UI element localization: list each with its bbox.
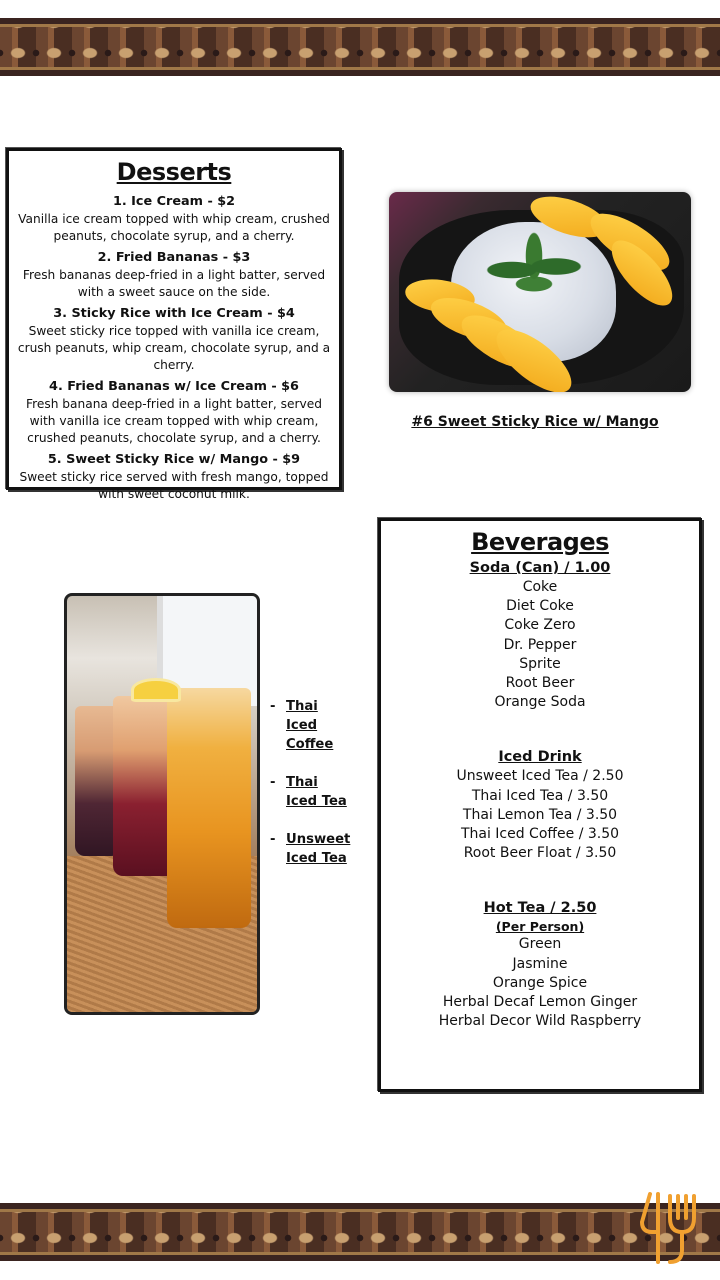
beverage-item: Orange Spice <box>492 974 588 991</box>
drink-label <box>270 830 360 868</box>
beverage-item: Coke Zero <box>504 617 576 634</box>
dessert-name: 3. Sticky Rice with Ice Cream - $4 <box>53 306 295 321</box>
beverage-item: Jasmine <box>512 955 568 972</box>
beverage-item: Thai Iced Coffee / 3.50 <box>460 826 620 843</box>
dessert-item <box>13 249 335 301</box>
dash: - <box>270 832 276 847</box>
beverage-item: Diet Coke <box>506 598 574 615</box>
beverage-item: Root Beer <box>505 675 575 692</box>
spacer <box>387 712 693 748</box>
drinks-photo-labels <box>270 697 360 887</box>
unsweet-iced-tea-glass-image <box>167 688 251 928</box>
beverage-item: Sprite <box>519 655 561 672</box>
mango-sticky-rice-photo <box>389 192 691 392</box>
beverage-item: Thai Iced Tea / 3.50 <box>471 787 609 804</box>
beverage-item: Orange Soda <box>494 694 586 711</box>
dessert-description: Fresh banana deep-fried in a light batter, served with vanilla ice cream topped with whip cream, crushed peanuts, chocolate syrup, and a cherry. <box>26 397 322 445</box>
mango-photo-caption: #6 Sweet Sticky Rice w/ Mango <box>411 414 659 430</box>
hot-tea-section-title: Hot Tea / 2.50 <box>483 900 597 917</box>
mint-garnish-image <box>479 228 589 298</box>
beverages-menu-box <box>378 518 702 1092</box>
dessert-name: 2. Fried Bananas - $3 <box>97 250 251 265</box>
beverage-item: Herbal Decaf Lemon Ginger <box>442 994 638 1011</box>
beverage-item: Root Beer Float / 3.50 <box>463 845 617 862</box>
dessert-name: 4. Fried Bananas w/ Ice Cream - $6 <box>49 379 299 394</box>
iced-drinks-photo <box>64 593 260 1015</box>
dessert-item <box>13 451 335 503</box>
lemon-slice-image <box>131 678 181 702</box>
iced-drink-section-title: Iced Drink <box>498 749 582 766</box>
decorative-top-border <box>0 18 720 76</box>
desserts-title: Desserts <box>116 158 232 186</box>
beverage-item: Green <box>518 936 562 953</box>
drink-label-text: Thai Iced Coffee <box>286 699 334 752</box>
fork-logo-icon <box>636 1188 704 1268</box>
drink-label <box>270 697 360 754</box>
beverage-item: Coke <box>522 579 558 595</box>
beverages-title: Beverages <box>471 528 609 556</box>
spacer <box>387 863 693 899</box>
dessert-description: Sweet sticky rice served with fresh mango, topped with sweet coconut milk. <box>19 470 329 501</box>
dessert-description: Vanilla ice cream topped with whip cream, crushed peanuts, chocolate syrup, and a cherry. <box>18 212 330 243</box>
dash: - <box>270 699 276 714</box>
decorative-bottom-border <box>0 1203 720 1261</box>
drink-label <box>270 773 360 811</box>
drink-label-text: Thai Iced Tea <box>286 775 347 809</box>
soda-section-title: Soda (Can) / 1.00 <box>469 560 611 576</box>
beverage-item: Herbal Decor Wild Raspberry <box>438 1013 642 1030</box>
dessert-item <box>13 305 335 374</box>
beverage-item: Thai Lemon Tea / 3.50 <box>462 806 618 823</box>
beverage-item: Dr. Pepper <box>503 636 577 653</box>
drink-label-text: Unsweet Iced Tea <box>286 832 351 866</box>
dash: - <box>270 775 276 790</box>
dessert-description: Sweet sticky rice topped with vanilla ice cream, crush peanuts, whip cream, chocolate syrup, and a cherry. <box>17 324 331 372</box>
dessert-item <box>13 193 335 245</box>
hot-tea-subtitle: (Per Person) <box>495 919 585 935</box>
beverage-item: Unsweet Iced Tea / 2.50 <box>456 768 624 785</box>
dessert-name: 1. Ice Cream - $2 <box>112 194 236 209</box>
dessert-name: 5. Sweet Sticky Rice w/ Mango - $9 <box>47 452 301 467</box>
desserts-menu-box <box>6 148 342 501</box>
dessert-description: Fresh bananas deep-fried in a light batter, served with a sweet sauce on the side. <box>22 268 326 299</box>
dessert-item <box>13 378 335 447</box>
